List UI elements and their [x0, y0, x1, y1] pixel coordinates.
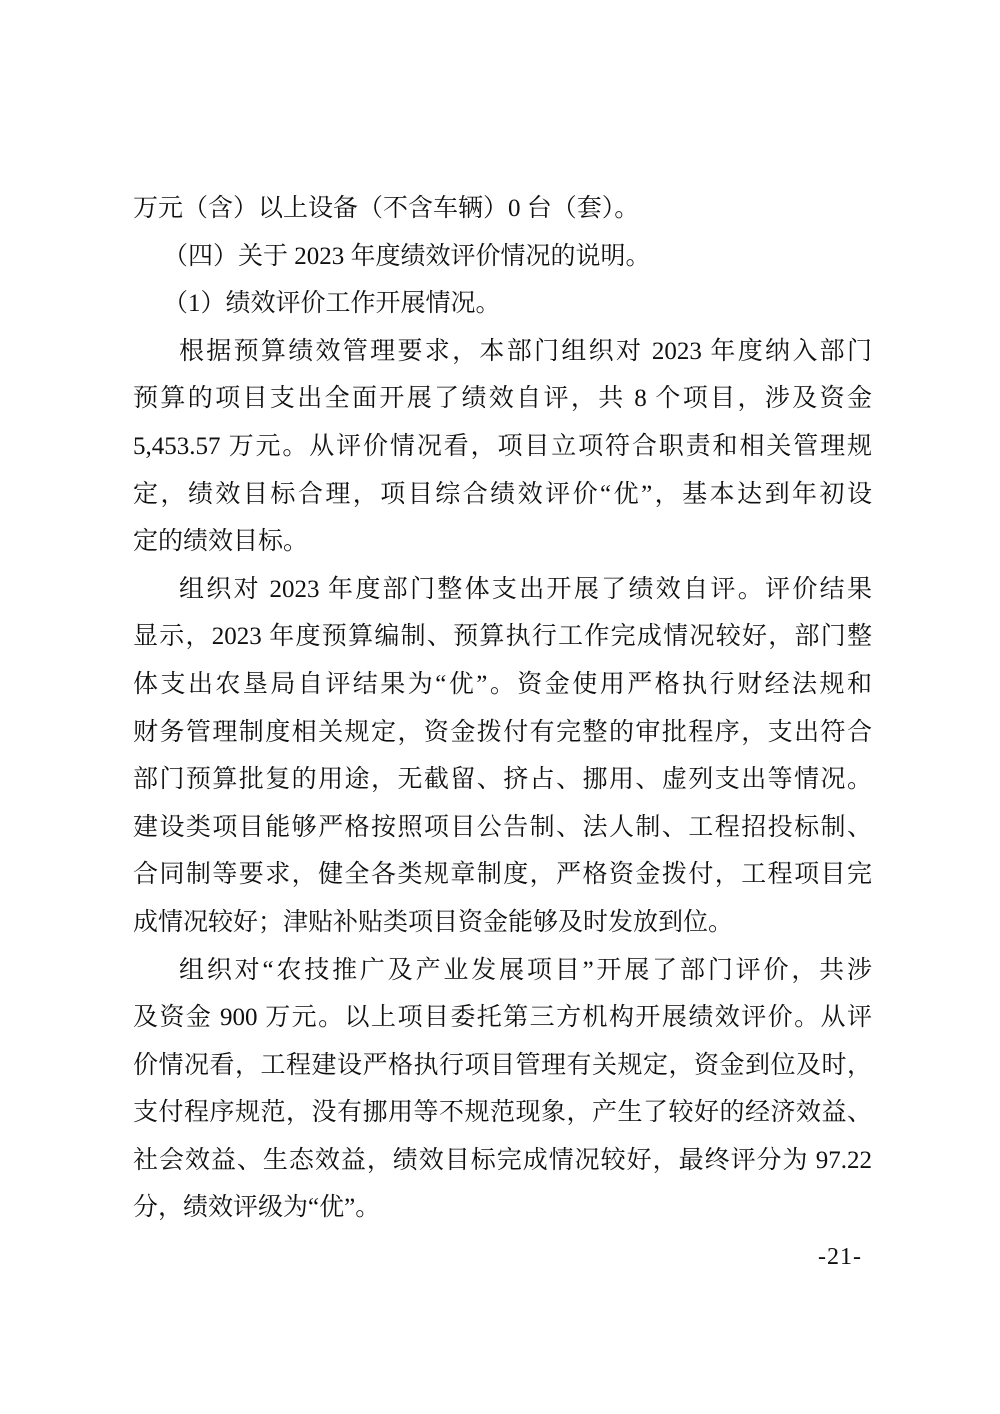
body-text-line: 分，绩效评级为“优”。	[133, 1194, 381, 1222]
body-text-line: 社会效益、生态效益，绩效目标完成情况较好，最终评分为 97.22	[133, 1146, 872, 1174]
body-text-line: 合同制等要求，健全各类规章制度，严格资金拨付，工程项目完	[133, 861, 872, 889]
document-body	[133, 185, 872, 1232]
body-text-line: 体支出农垦局自评结果为“优”。资金使用严格执行财经法规和	[133, 670, 872, 698]
body-text-line: 万元（含）以上设备（不含车辆）0 台（套）。	[133, 195, 640, 222]
body-text-line: 根据预算绩效管理要求，本部门组织对 2023 年度纳入部门	[179, 337, 872, 365]
body-text-line: 支付程序规范，没有挪用等不规范现象，产生了较好的经济效益、	[133, 1099, 872, 1127]
heading-item-1: （1）绩效评价工作开展情况。	[163, 290, 501, 318]
heading-section-4: （四）关于 2023 年度绩效评价情况的说明。	[163, 242, 651, 270]
body-text-line: 定的绩效目标。	[133, 528, 309, 556]
body-text-line: 建设类项目能够严格按照项目公告制、法人制、工程招投标制、	[133, 813, 872, 841]
page-number: -21-	[818, 1244, 862, 1270]
body-text-line: 财务管理制度相关规定，资金拨付有完整的审批程序，支出符合	[133, 718, 872, 746]
body-text-line: 部门预算批复的用途，无截留、挤占、挪用、虚列支出等情况。	[133, 766, 872, 794]
body-text-line: 及资金 900 万元。以上项目委托第三方机构开展绩效评价。从评	[133, 1004, 872, 1032]
body-text-line: 5,453.57 万元。从评价情况看，项目立项符合职责和相关管理规	[133, 432, 872, 460]
body-text-line: 成情况较好；津贴补贴类项目资金能够及时发放到位。	[133, 908, 734, 936]
body-text-line: 预算的项目支出全面开展了绩效自评，共 8 个项目，涉及资金	[133, 385, 872, 413]
body-text-line: 组织对“农技推广及产业发展项目”开展了部门评价，共涉	[179, 956, 872, 984]
body-text-line: 定，绩效目标合理，项目综合绩效评价“优”，基本达到年初设	[133, 480, 872, 508]
body-text-line: 组织对 2023 年度部门整体支出开展了绩效自评。评价结果	[179, 575, 872, 603]
body-text-line: 显示，2023 年度预算编制、预算执行工作完成情况较好，部门整	[133, 623, 872, 651]
body-text-line: 价情况看，工程建设严格执行项目管理有关规定，资金到位及时，	[133, 1051, 872, 1079]
